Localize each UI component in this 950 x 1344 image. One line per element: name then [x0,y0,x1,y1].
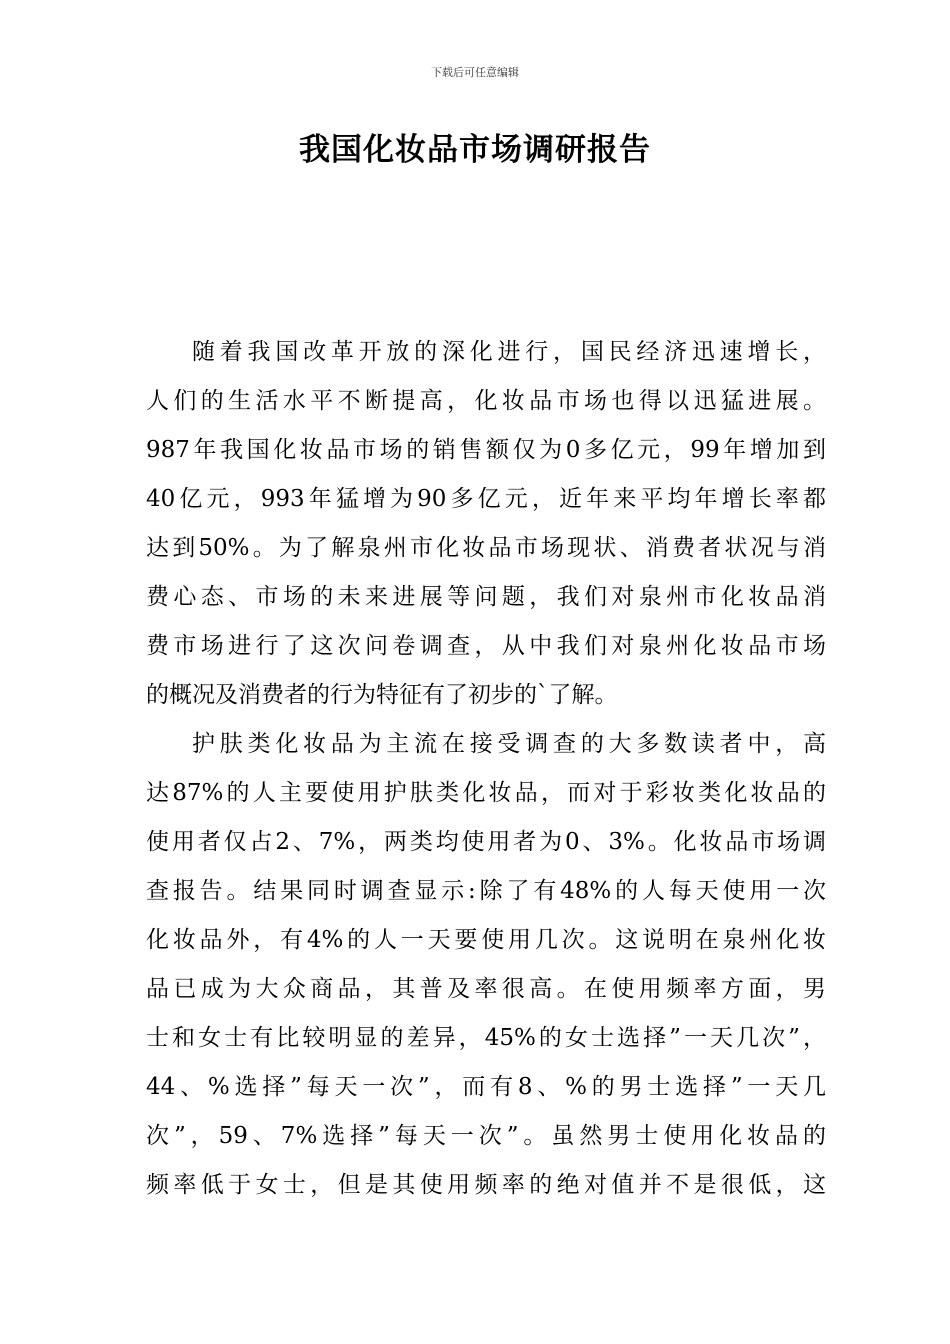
text-line: 使用者仅占2、7%，两类均使用者为0、3%。化妆品市场调 [146,829,826,855]
header-note: 下载后可任意编辑 [431,66,519,79]
text-line: 达87%的人主要使用护肤类化妆品，而对于彩妆类化妆品的 [146,780,826,806]
paragraph-skincare [146,720,826,1210]
text-line: 频率低于女士，但是其使用频率的绝对值并不是很低，这 [146,1172,826,1198]
text-line: 随着我国改革开放的深化进行，国民经济迅速增长， [192,339,826,365]
text-line: 的概况及消费者的行为特征有了初步的`了解。 [146,682,618,708]
text-line: 士和女士有比较明显的差异，45%的女士选择”一天几次”， [146,1025,826,1051]
text-line: 44、%选择”每天一次”，而有8、%的男士选择”一天几 [146,1074,826,1100]
text-line: 护肤类化妆品为主流在接受调查的大多数读者中，高 [192,731,826,757]
paragraph-intro [146,328,826,720]
text-line: 次”，59、7%选择”每天一次”。虽然男士使用化妆品的 [146,1123,826,1149]
text-line: 达到50%。为了解泉州市化妆品市场现状、消费者状况与消 [146,535,826,561]
text-line: 人们的生活水平不断提高，化妆品市场也得以迅猛进展。 [146,388,826,414]
document-title: 我国化妆品市场调研报告 [299,132,651,168]
text-line: 品已成为大众商品，其普及率很高。在使用频率方面，男 [146,976,826,1002]
body-text [146,328,826,1210]
text-line: 费市场进行了这次问卷调查，从中我们对泉州化妆品市场 [146,633,826,659]
text-line: 987年我国化妆品市场的销售额仅为0多亿元，99年增加到 [146,437,826,463]
text-line: 40亿元，993年猛增为90多亿元，近年来平均年增长率都 [146,486,826,512]
text-line: 查报告。结果同时调查显示:除了有48%的人每天使用一次 [146,878,826,904]
text-line: 化妆品外，有4%的人一天要使用几次。这说明在泉州化妆 [146,927,826,953]
text-line: 费心态、市场的未来进展等问题，我们对泉州市化妆品消 [146,584,826,610]
